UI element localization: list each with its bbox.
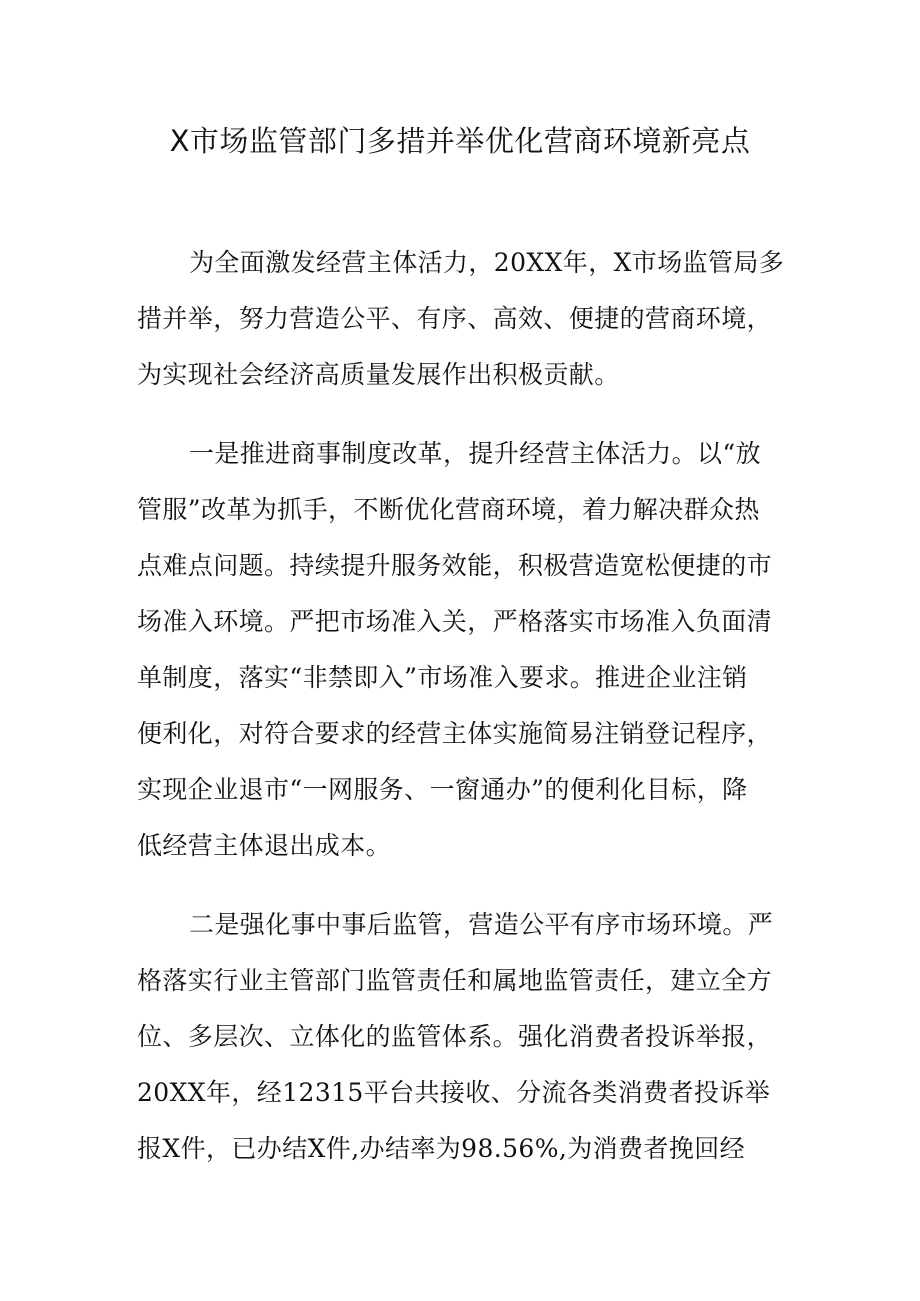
page-title: X市场监管部门多措并举优化营商环境新亮点 [169,124,751,158]
paragraph-line: 管服”改革为抓手，不断优化营商环境，着力解决群众热 [137,495,760,524]
paragraph-line: 为全面激发经营主体活力，20XX年，X市场监管局多 [189,248,785,277]
paragraph-spacer [137,874,797,897]
paragraph-line: 措并举，努力营造公平、有序、高效、便捷的营商环境， [137,304,773,333]
paragraph-line: 格落实行业主管部门监管责任和属地监管责任，建立全方 [137,966,773,995]
paragraph-line: 位、多层次、立体化的监管体系。强化消费者投诉举报， [137,1022,773,1051]
paragraph-supervision [137,897,797,1177]
paragraph-line: 一是推进商事制度改革，提升经营主体活力。以“放 [189,439,761,468]
paragraph-line: 点难点问题。持续提升服务效能，积极营造宽松便捷的市 [137,551,773,580]
paragraph-line: 低经营主体退出成本。 [137,831,392,860]
paragraph-line: 便利化，对符合要求的经营主体实施简易注销登记程序， [137,719,773,748]
paragraph-line: 为实现社会经济高质量发展作出积极贡献。 [137,360,620,389]
paragraph-line: 单制度，落实“非禁即入”市场准入要求。推进企业注销 [137,663,748,692]
paragraph-line: 二是强化事中事后监管，营造公平有序市场环境。严 [189,910,774,939]
paragraph-line: 实现企业退市“一网服务、一窗通办”的便利化目标，降 [137,775,748,804]
paragraph-spacer [137,403,797,426]
document-body [137,235,797,1177]
paragraph-business-reform [137,426,797,874]
paragraph-line: 场准入环境。严把市场准入关，严格落实市场准入负面清 [137,607,773,636]
paragraph-line: 报X件，已办结X件,办结率为98.56%,为消费者挽回经 [137,1134,746,1163]
paragraph-line: 20XX年，经12315平台共接收、分流各类消费者投诉举 [137,1078,771,1107]
paragraph-intro [137,235,797,403]
